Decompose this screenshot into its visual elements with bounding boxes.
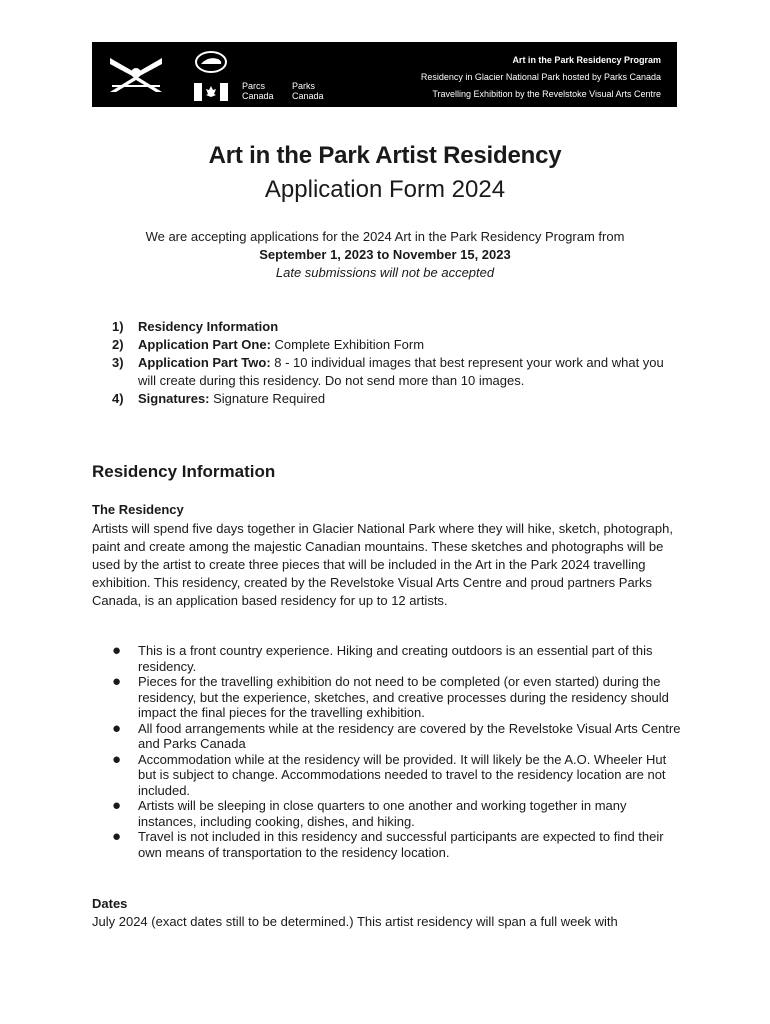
page-title: Art in the Park Artist Residency (208, 142, 562, 169)
parks-canada-beaver-icon (194, 50, 228, 74)
application-dates: September 1, 2023 to November 15, 2023 (259, 247, 511, 262)
bullet-item: ● Travel is not included in this residency and successful participants are expected to find their own means of transportation to the residency location. (112, 829, 682, 860)
bullet-text: This is a front country experience. Hiking and creating outdoors is an essential part of this residency. (138, 643, 653, 674)
list-label: Residency Information (138, 319, 279, 334)
parks-canada-label: Parks Canada (292, 81, 324, 101)
dates-description: July 2024 (exact dates still to be determined.) This artist residency will span a full week with (92, 914, 618, 929)
list-label: Signatures: (138, 391, 210, 406)
bullet-text: Artists will be sleeping in close quarters to one another and working together in many instances, including cooking, dishes, and hiking. (138, 798, 627, 829)
list-item (112, 336, 672, 354)
bullet-text: Pieces for the travelling exhibition do not need to be completed (or even started) during the residency, but the experience, sketches, and creative processes during the residency should impact the final pieces for the travelling exhibition. (138, 674, 669, 720)
bullet-item: ● Accommodation while at the residency will be provided. It will likely be the A.O. Wheeler Hut but is subject to change. Accommodations needed to travel to the residency location are not included. (112, 752, 682, 799)
dates-heading: Dates (92, 896, 128, 911)
list-text: Signature Required (209, 391, 326, 406)
exhibition-line: Travelling Exhibition by the Revelstoke Visual Arts Centre (432, 89, 661, 99)
list-label: Application Part One: (138, 337, 271, 352)
page-subtitle: Application Form 2024 (264, 176, 506, 203)
list-text: 8 - 10 individual images that best represent your work and what you will create during this residency. Do not send more than 10 images. (138, 355, 664, 388)
list-number: 4) (112, 391, 124, 406)
bullet-text: All food arrangements while at the residency are covered by the Revelstoke Visual Arts Centre and Parks Canada (138, 720, 681, 751)
list-item (112, 354, 672, 390)
residency-description: Artists will spend five days together in Glacier National Park where they will hike, sketch, photograph, paint and create among the majestic Canadian mountains. These sketches and photographs will be used by the artist to create three pieces that will be included in the Art in the Park 2024 travelling exhibition. This residency, created by the Revelstoke Visual Arts Centre and proud partners Parks Canada, is an application based residency for up to 12 artists. (92, 521, 673, 608)
residency-logo-icon (108, 56, 164, 94)
list-number: 3) (112, 355, 124, 370)
list-number: 1) (112, 319, 124, 334)
bullet-text: Accommodation while at the residency will be provided. It will likely be the A.O. Wheeler Hut but is subject to change. Accommodations needed to travel to the residency location are not included. (138, 751, 667, 798)
residency-host-line: Residency in Glacier National Park hosted by Parks Canada (420, 72, 661, 82)
list-text: Complete Exhibition Form (270, 337, 425, 352)
header-banner (92, 42, 677, 107)
banner-text (421, 52, 661, 103)
residency-bullets (112, 643, 682, 860)
list-number: 2) (112, 337, 124, 352)
list-item (112, 390, 672, 408)
bullet-item: ● Pieces for the travelling exhibition do not need to be completed (or even started) during the residency, but the experience, sketches, and creative processes during the residency should impact the final pieces for the travelling exhibition. (112, 674, 682, 721)
bullet-item: ● All food arrangements while at the residency are covered by the Revelstoke Visual Arts Centre and Parks Canada (112, 719, 681, 751)
bullet-item: ● Artists will be sleeping in close quarters to one another and working together in many instances, including cooking, dishes, and hiking. (112, 798, 682, 829)
list-item (112, 318, 672, 336)
canada-flag-icon (194, 83, 228, 101)
requirements-list (112, 318, 672, 408)
section-heading: Residency Information (92, 462, 276, 481)
intro-block (0, 228, 770, 282)
list-label: Application Part Two: (138, 355, 271, 370)
parcs-canada-label: Parcs Canada (242, 81, 274, 101)
bullet-item: ● This is a front country experience. Hiking and creating outdoors is an essential part of this residency. (112, 643, 682, 674)
bullet-text: Travel is not included in this residency and successful participants are expected to find their own means of transportation to the residency location. (138, 829, 664, 860)
program-name: Art in the Park Residency Program (512, 55, 661, 65)
residency-heading: The Residency (92, 502, 184, 517)
late-notice: Late submissions will not be accepted (275, 265, 495, 280)
intro-line: We are accepting applications for the 2024 Art in the Park Residency Program from (145, 229, 625, 244)
